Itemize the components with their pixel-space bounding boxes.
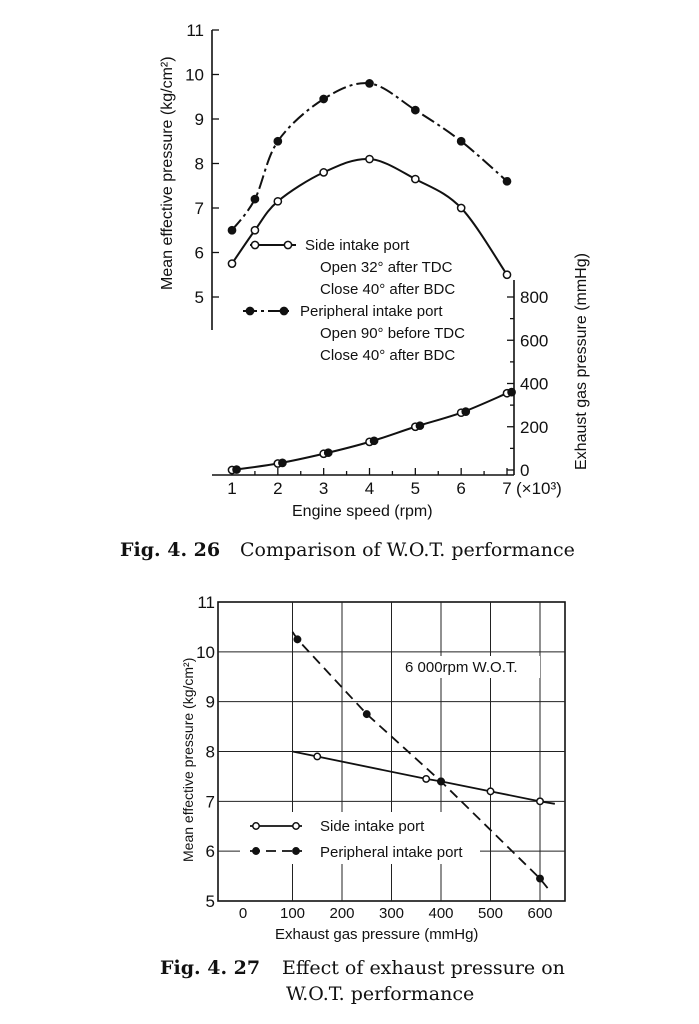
fig1-y2label: Exhaust gas pressure (mmHg) (573, 253, 590, 470)
fig1-series-0-point-7 (503, 271, 510, 278)
fig1-series-0-point-3 (320, 169, 327, 176)
fig2-caption-line-2: W.O.T. performance (286, 983, 475, 1005)
fig2-series-1-point-3 (438, 778, 444, 784)
fig2-ytick-label-6: 11 (197, 593, 215, 612)
fig1-xtick-label-5: 6 (456, 479, 466, 498)
fig2-legend-side-label: Side intake port (320, 818, 425, 835)
fig2-series-1-point-4 (537, 875, 543, 881)
fig2-series-1-point-2 (364, 711, 370, 717)
fig2-series-0-point-2 (423, 776, 429, 782)
fig1-caption-number: Fig. 4. 26 (120, 539, 221, 561)
fig1-series-0-line (232, 159, 507, 275)
fig1-caption-text: Comparison of W.O.T. performance (240, 539, 575, 561)
fig1-series-1-point-6 (458, 138, 465, 145)
fig2-ytick-label-1: 6 (205, 842, 215, 862)
fig1-legend-side-label: Side intake port (305, 237, 410, 254)
fig1-legend-side-marker-b (284, 241, 291, 248)
fig1-xtick-label-1: 2 (273, 479, 283, 498)
fig2-xtick-label-2: 200 (329, 905, 355, 922)
fig1-ytick-label-3: 8 (194, 154, 204, 174)
fig1-ylabel: Mean effective pressure (kg/cm²) (159, 56, 176, 290)
fig2-annotation: 6 000rpm W.O.T. (405, 659, 518, 676)
fig1-xtick-label-4: 5 (410, 479, 421, 498)
fig1-series-3-point-3 (370, 437, 377, 444)
fig1-legend-periph-detail-1: Open 90° before TDC (320, 325, 465, 342)
fig2-ytick-label-0: 5 (205, 892, 215, 911)
fig1-series-3-point-1 (279, 459, 286, 466)
fig2-caption-line-1: Effect of exhaust pressure on (282, 957, 565, 979)
fig2-xtick-label-0: 0 (238, 905, 248, 922)
fig1-series-1-point-5 (412, 107, 419, 114)
fig1-series-1-point-1 (251, 196, 258, 203)
fig1-series-1-point-0 (228, 227, 235, 234)
fig1-legend-periph-marker-a (246, 307, 253, 314)
fig1-series-0-point-6 (458, 204, 465, 211)
fig2-ytick-label-4: 9 (205, 692, 215, 712)
fig1-series-1-point-2 (274, 138, 281, 145)
fig2-ylabel: Mean effective pressure (kg/cm²) (180, 657, 196, 862)
fig1-x-multiplier: (×10³) (516, 479, 562, 498)
fig1-series-0-point-4 (366, 155, 373, 162)
fig1-legend-side-detail-2: Close 40° after BDC (320, 281, 456, 298)
fig2-series-0-point-1 (314, 753, 320, 759)
fig2-legend-periph-label: Peripheral intake port (320, 844, 463, 861)
fig1-legend (300, 237, 465, 364)
fig2-ytick-label-5: 10 (196, 642, 215, 662)
fig2-xtick-label-6: 600 (527, 905, 553, 922)
fig1-series-3-point-4 (416, 422, 423, 429)
fig1-series-1-point-7 (503, 178, 510, 185)
fig2-ytick-label-3: 8 (205, 742, 215, 762)
fig2-legend-side-marker-b (293, 823, 299, 829)
fig2-xtick-label-1: 100 (279, 905, 306, 922)
fig1-series-0-point-5 (412, 175, 419, 182)
fig1-legend-periph-detail-2: Close 40° after BDC (320, 347, 456, 364)
fig2-legend-periph-marker-a (253, 848, 259, 854)
fig2-caption-number: Fig. 4. 27 (160, 957, 261, 979)
fig1-series-1-point-4 (366, 80, 373, 87)
fig1-series-0-point-0 (228, 260, 235, 267)
fig1-ytick-label-4: 9 (194, 110, 204, 129)
fig1-series-0-point-1 (251, 227, 258, 234)
fig1-ytick-label-2: 7 (194, 199, 204, 218)
fig1-ytick-label-5: 10 (185, 65, 204, 85)
fig1-legend-periph-label: Peripheral intake port (300, 303, 443, 320)
fig2-ytick-label-2: 7 (205, 792, 215, 812)
fig2-legend-periph-marker-b (293, 848, 299, 854)
fig1-y2tick-label-3: 600 (520, 331, 549, 351)
fig2-plot (196, 593, 565, 922)
fig1-y2tick-label-2: 400 (520, 374, 549, 394)
fig2-series-1-point-1 (294, 636, 300, 642)
fig1-y2tick-label-0: 0 (520, 461, 530, 480)
fig1-series-1-point-3 (320, 95, 327, 102)
fig1-y2tick-label-4: 800 (520, 288, 549, 307)
fig2-xtick-label-3: 300 (378, 905, 405, 922)
fig1-xlabel: Engine speed (rpm) (292, 503, 433, 520)
fig2-xtick-label-4: 400 (428, 905, 454, 922)
fig1-series-3-point-2 (325, 449, 332, 456)
fig1-legend-side-marker-a (251, 241, 258, 248)
fig2-series-0-point-4 (487, 788, 493, 794)
fig1-series-3-point-0 (233, 466, 240, 473)
fig1-ytick-label-0: 5 (194, 288, 204, 307)
fig2-legend-side-marker-a (253, 823, 259, 829)
fig1-series-0-point-2 (274, 198, 281, 205)
fig1-xtick-label-2: 3 (318, 479, 329, 498)
fig1-xtick-label-3: 4 (364, 479, 375, 498)
fig1-series-3-point-6 (508, 389, 515, 396)
fig1-series-2-line (232, 393, 507, 470)
fig2-series-0-point-5 (537, 798, 543, 804)
fig1-legend-periph-marker-b (280, 307, 287, 314)
fig1-xtick-label-0: 1 (227, 479, 237, 498)
fig2-xlabel: Exhaust gas pressure (mmHg) (275, 926, 479, 943)
fig1-legend-side-detail-1: Open 32° after TDC (320, 259, 453, 276)
fig1-ytick-label-6: 11 (186, 21, 204, 40)
fig2-xtick-label-5: 500 (477, 905, 504, 922)
fig1-series-3-point-5 (462, 408, 469, 415)
fig1-xtick-label-6: 7 (502, 479, 512, 498)
fig1-ytick-label-1: 6 (194, 243, 204, 263)
fig1-y2tick-label-1: 200 (520, 417, 549, 437)
